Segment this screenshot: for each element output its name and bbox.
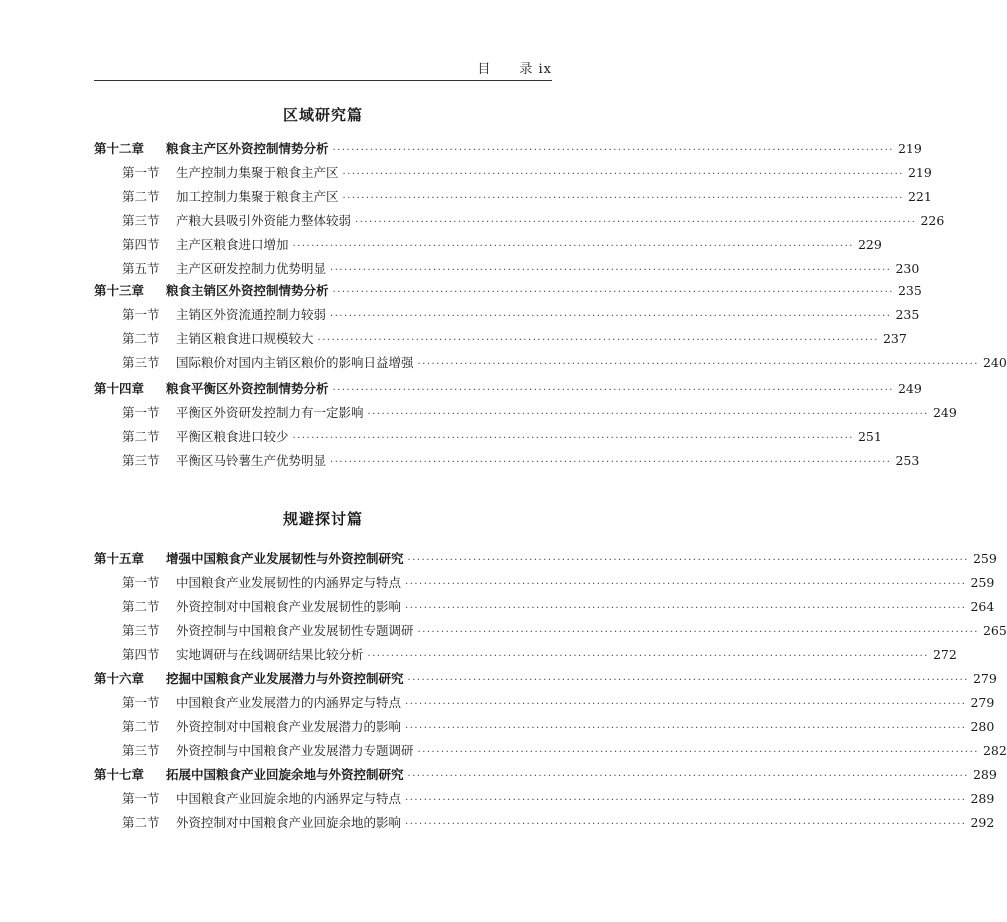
chapter-title: 粮食主产区外资控制情势分析 [166, 141, 329, 156]
section-title: 外资控制与中国粮食产业发展韧性专题调研 [176, 623, 414, 638]
toc-chapter-entry[interactable] [94, 668, 997, 690]
section-number: 第三节 [122, 355, 160, 370]
section-title: 产粮大县吸引外资能力整体较弱 [176, 213, 352, 228]
toc-chapter-entry[interactable] [94, 138, 922, 160]
section-title: 外资控制对中国粮食产业回旋余地的影响 [176, 815, 402, 830]
leader-dots: ························································································································ [407, 555, 969, 566]
page-number: 249 [932, 405, 957, 420]
page-number: 289 [970, 791, 995, 806]
section-number: 第三节 [122, 213, 160, 228]
leader-dots: ························································································································ [292, 241, 854, 252]
page-number: 279 [972, 671, 997, 686]
section-title: 主销区外资流通控制力较弱 [176, 307, 327, 322]
section-number: 第一节 [122, 405, 160, 420]
toc-chapter-entry[interactable] [94, 378, 922, 400]
leader-dots: ························································································································ [417, 359, 979, 370]
section-number: 第一节 [122, 791, 160, 806]
section-title: 平衡区马铃薯生产优势明显 [176, 453, 327, 468]
section-number: 第一节 [122, 695, 160, 710]
section-number: 第四节 [122, 237, 160, 252]
leader-dots: ························································································································ [332, 287, 894, 298]
part-title: 规避探讨篇 [282, 510, 363, 528]
section-number: 第二节 [122, 331, 160, 346]
leader-dots: ························································································································ [355, 217, 917, 228]
toc-section-entry[interactable] [94, 788, 995, 810]
section-number: 第五节 [122, 261, 160, 276]
toc-chapter-entry[interactable] [94, 548, 997, 570]
leader-dots: ························································································································ [367, 651, 929, 662]
section-title: 外资控制对中国粮食产业发展潜力的影响 [176, 719, 402, 734]
page-number: 289 [972, 767, 997, 782]
leader-dots: ························································································································ [332, 385, 894, 396]
part-title: 区域研究篇 [282, 106, 363, 124]
leader-dots: ························································································································ [292, 433, 854, 444]
leader-dots: ························································································································ [405, 699, 967, 710]
section-number: 第一节 [122, 575, 160, 590]
chapter-title: 拓展中国粮食产业回旋余地与外资控制研究 [166, 767, 404, 782]
toc-section-entry[interactable] [94, 426, 882, 448]
page-number: 259 [972, 551, 997, 566]
chapter-number: 第十四章 [94, 381, 145, 396]
page-number: 272 [932, 647, 957, 662]
page-number: 249 [897, 381, 922, 396]
chapter-number: 第十七章 [94, 767, 145, 782]
page-number: 235 [895, 307, 920, 322]
page-number: 259 [970, 575, 995, 590]
section-number: 第三节 [122, 743, 160, 758]
toc-section-entry[interactable] [94, 258, 920, 280]
chapter-number: 第十三章 [94, 283, 145, 298]
section-title: 主产区粮食进口增加 [176, 237, 289, 252]
section-title: 主销区粮食进口规模较大 [176, 331, 314, 346]
toc-section-entry[interactable] [94, 304, 920, 326]
page-number: 251 [857, 429, 882, 444]
leader-dots: ························································································································ [317, 335, 879, 346]
chapter-number: 第十二章 [94, 141, 145, 156]
toc-section-entry[interactable] [94, 162, 932, 184]
running-header [94, 58, 552, 78]
section-title: 平衡区粮食进口较少 [176, 429, 289, 444]
page-number: 237 [882, 331, 907, 346]
page-number: 240 [982, 355, 1007, 370]
toc-chapter-entry[interactable] [94, 280, 922, 302]
leader-dots: ························································································································ [405, 603, 967, 614]
page-number: 282 [982, 743, 1007, 758]
section-number: 第一节 [122, 307, 160, 322]
header-rule [94, 80, 552, 81]
leader-dots: ························································································································ [332, 145, 894, 156]
leader-dots: ························································································································ [407, 675, 969, 686]
section-title: 主产区研发控制力优势明显 [176, 261, 327, 276]
leader-dots: ························································································································ [405, 579, 967, 590]
running-header-text: 目 录 ix [477, 62, 552, 77]
leader-dots: ························································································································ [330, 265, 892, 276]
toc-section-entry[interactable] [94, 572, 995, 594]
page-number: 219 [897, 141, 922, 156]
section-title: 外资控制与中国粮食产业发展潜力专题调研 [176, 743, 414, 758]
section-number: 第二节 [122, 189, 160, 204]
section-title: 平衡区外资研发控制力有一定影响 [176, 405, 364, 420]
section-title: 外资控制对中国粮食产业发展韧性的影响 [176, 599, 402, 614]
leader-dots: ························································································································ [367, 409, 929, 420]
leader-dots: ························································································································ [405, 723, 967, 734]
toc-section-entry[interactable] [94, 210, 945, 232]
section-number: 第二节 [122, 599, 160, 614]
page-number: 219 [907, 165, 932, 180]
leader-dots: ························································································································ [405, 819, 967, 830]
toc-section-entry[interactable] [94, 402, 957, 424]
toc-section-entry[interactable] [94, 692, 995, 714]
leader-dots: ························································································································ [405, 795, 967, 806]
section-number: 第三节 [122, 623, 160, 638]
page-number: 229 [857, 237, 882, 252]
toc-section-entry[interactable] [94, 596, 995, 618]
section-title: 中国粮食产业发展韧性的内涵界定与特点 [176, 575, 402, 590]
toc-section-entry[interactable] [94, 450, 920, 472]
leader-dots: ························································································································ [330, 457, 892, 468]
section-title: 加工控制力集聚于粮食主产区 [176, 189, 339, 204]
toc-section-entry[interactable] [94, 644, 957, 666]
toc-section-entry[interactable] [94, 328, 907, 350]
chapter-title: 增强中国粮食产业发展韧性与外资控制研究 [166, 551, 404, 566]
toc-section-entry[interactable] [94, 740, 1007, 762]
page-number: 230 [895, 261, 920, 276]
leader-dots: ························································································································ [330, 311, 892, 322]
page-number: 221 [907, 189, 932, 204]
page-number: 253 [895, 453, 920, 468]
section-number: 第二节 [122, 429, 160, 444]
section-number: 第二节 [122, 719, 160, 734]
chapter-title: 粮食平衡区外资控制情势分析 [166, 381, 329, 396]
section-title: 国际粮价对国内主销区粮价的影响日益增强 [176, 355, 414, 370]
chapter-title: 挖掘中国粮食产业发展潜力与外资控制研究 [166, 671, 404, 686]
leader-dots: ························································································································ [407, 771, 969, 782]
section-title: 中国粮食产业发展潜力的内涵界定与特点 [176, 695, 402, 710]
section-number: 第四节 [122, 647, 160, 662]
toc-section-entry[interactable] [94, 716, 995, 738]
page-number: 280 [970, 719, 995, 734]
leader-dots: ························································································································ [417, 627, 979, 638]
section-number: 第三节 [122, 453, 160, 468]
page-number: 235 [897, 283, 922, 298]
section-number: 第一节 [122, 165, 160, 180]
section-number: 第二节 [122, 815, 160, 830]
chapter-number: 第十五章 [94, 551, 145, 566]
toc-section-entry[interactable] [94, 620, 1007, 642]
page-number: 279 [970, 695, 995, 710]
leader-dots: ························································································································ [417, 747, 979, 758]
page-number: 226 [920, 213, 945, 228]
leader-dots: ························································································································ [342, 193, 904, 204]
section-title: 生产控制力集聚于粮食主产区 [176, 165, 339, 180]
page-number: 292 [970, 815, 995, 830]
toc-chapter-entry[interactable] [94, 764, 997, 786]
page-number: 264 [970, 599, 995, 614]
toc-section-entry[interactable] [94, 186, 932, 208]
page-number: 265 [982, 623, 1007, 638]
toc-section-entry[interactable] [94, 234, 882, 256]
section-title: 中国粮食产业回旋余地的内涵界定与特点 [176, 791, 402, 806]
leader-dots: ························································································································ [342, 169, 904, 180]
toc-section-entry[interactable] [94, 812, 995, 834]
toc-section-entry[interactable] [94, 352, 1007, 374]
chapter-number: 第十六章 [94, 671, 145, 686]
chapter-title: 粮食主销区外资控制情势分析 [166, 283, 329, 298]
section-title: 实地调研与在线调研结果比较分析 [176, 647, 364, 662]
